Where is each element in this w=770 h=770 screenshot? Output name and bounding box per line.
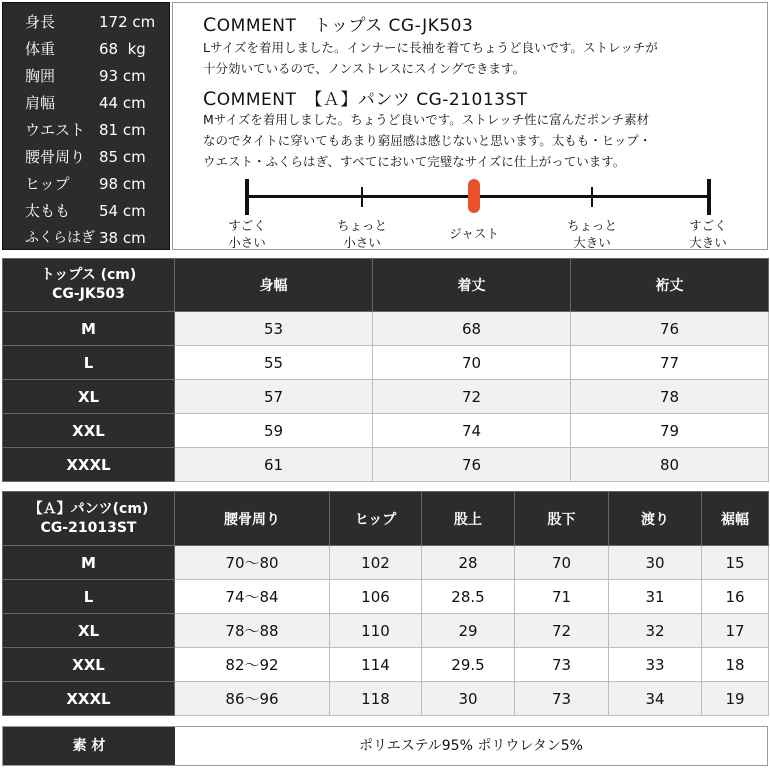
table-cell: 32 [609,614,702,648]
size-label: M [3,546,175,580]
tops-comment-title [203,11,473,36]
table-cell: 70 [515,546,609,580]
column-header: 股下 [515,492,609,546]
size-label: XXL [3,648,175,682]
model-measurements [2,2,170,250]
table-cell: 72 [373,380,571,414]
table-cell: 57 [175,380,373,414]
column-header: ヒップ [330,492,422,546]
table-cell: 28 [422,546,515,580]
table-row [3,380,769,414]
model-label: ヒップ [25,175,70,193]
column-header: 渡り [609,492,702,546]
material-value: ポリエステル95% ポリウレタン5% [175,727,767,765]
table-row [3,682,769,716]
size-label: L [3,346,175,380]
size-label: XL [3,380,175,414]
fit-scale-tick [361,187,363,207]
model-value: 54 cm [99,202,146,220]
table-cell: 114 [330,648,422,682]
column-header: 裾幅 [702,492,769,546]
table-cell: 77 [571,346,769,380]
model-row-chest [3,63,171,89]
header-line: CG-21013ST [40,519,137,536]
table-cell: 74～84 [175,580,330,614]
model-label: 腰骨周り [25,148,86,166]
size-label: XL [3,614,175,648]
table-cell: 110 [330,614,422,648]
table-cell: 16 [702,580,769,614]
table-cell: 30 [422,682,515,716]
table-cell: 80 [571,448,769,482]
table-row [3,580,769,614]
table-cell: 76 [571,312,769,346]
table-cell: 29.5 [422,648,515,682]
size-label: XXXL [3,682,175,716]
table-cell: 73 [515,648,609,682]
model-value: 38 cm [99,229,146,247]
title-rest: OMMENT トップス CG-JK503 [216,16,474,36]
table-cell: 102 [330,546,422,580]
size-label: L [3,580,175,614]
fit-scale-end-tick [245,179,249,215]
table-header-row [3,492,769,546]
table-cell: 19 [702,682,769,716]
column-header: 着丈 [373,259,571,312]
table-cell: 59 [175,414,373,448]
header-line: トップス (cm) [40,267,137,283]
model-value: 93 cm [99,67,146,85]
pants-comment-text [203,109,763,172]
table-cell: 28.5 [422,580,515,614]
table-cell: 34 [609,682,702,716]
fit-label-slightly-large: ちょっと 大きい [566,218,617,250]
model-value: 68 kg [99,40,146,58]
model-row-hip [3,171,171,197]
fit-label-very-small: すごく 小さい [228,218,266,250]
fit-scale-tick [591,187,593,207]
column-header: 腰骨周り [175,492,330,546]
model-label: 肩幅 [25,94,56,112]
table-cell: 53 [175,312,373,346]
table-cell: 68 [373,312,571,346]
model-row-calf [3,225,171,251]
fit-label-very-large: すごく 大きい [689,218,727,250]
size-label: XXL [3,414,175,448]
pants-comment-title [203,85,528,110]
table-cell: 86～96 [175,682,330,716]
model-row-hipbone [3,144,171,170]
table-row [3,546,769,580]
table-cell: 70～80 [175,546,330,580]
table-row [3,414,769,448]
model-row-thigh [3,198,171,224]
table-header-row [3,259,769,312]
table-cell: 73 [515,682,609,716]
comment-line: ウエスト・ふくらはぎ、すべてにおいて完璧なサイズに仕上がっています。 [203,154,626,169]
tops-comment-text [203,37,763,79]
title-cap: C [203,88,217,110]
table-cell: 72 [515,614,609,648]
model-label: 太もも [25,202,71,220]
table-row [3,648,769,682]
comment-panel [172,2,768,250]
table-cell: 15 [702,546,769,580]
model-row-weight [3,36,171,62]
table-cell: 79 [571,414,769,448]
model-row-height [3,9,171,35]
material-row [2,726,768,766]
fit-label-just: ジャスト [449,226,499,241]
model-label: 胸囲 [25,67,56,85]
table-cell: 30 [609,546,702,580]
model-value: 81 cm [99,121,146,139]
tops-size-table [2,258,769,482]
model-label: 体重 [25,40,56,58]
model-label: ウエスト [25,121,86,139]
model-row-shoulder [3,90,171,116]
size-label: XXXL [3,448,175,482]
table-row [3,614,769,648]
table-row [3,312,769,346]
model-value: 172 cm [99,13,156,31]
fit-label-slightly-small: ちょっと 小さい [336,218,387,250]
table-cell: 71 [515,580,609,614]
comment-line: なのでタイトに穿いてもあまり窮屈感は感じないと思います。太もも・ヒップ・ [203,133,652,148]
pants-table-title [3,492,175,546]
title-rest: OMMENT 【Ａ】パンツ CG-21013ST [216,90,528,110]
table-cell: 74 [373,414,571,448]
model-value: 98 cm [99,175,146,193]
comment-line: Lサイズを着用しました。インナーに長袖を着てちょうど良いです。ストレッチが [203,40,658,55]
header-line: CG-JK503 [52,286,125,302]
model-row-waist [3,117,171,143]
table-cell: 61 [175,448,373,482]
table-cell: 17 [702,614,769,648]
table-cell: 82～92 [175,648,330,682]
table-cell: 31 [609,580,702,614]
size-label: M [3,312,175,346]
tops-table-title [3,259,175,312]
fit-scale [203,175,763,251]
table-cell: 78～88 [175,614,330,648]
column-header: 身幅 [175,259,373,312]
table-cell: 55 [175,346,373,380]
table-row [3,448,769,482]
fit-scale-end-tick [707,179,711,215]
model-value: 85 cm [99,148,146,166]
column-header: 裄丈 [571,259,769,312]
table-cell: 29 [422,614,515,648]
table-cell: 70 [373,346,571,380]
table-row [3,346,769,380]
fit-marker [468,179,480,213]
table-cell: 118 [330,682,422,716]
title-cap: C [203,14,217,36]
model-value: 44 cm [99,94,146,112]
model-label: ふくらはぎ [25,230,95,246]
model-label: 身長 [25,13,56,31]
table-cell: 33 [609,648,702,682]
table-cell: 106 [330,580,422,614]
comment-line: 十分効いているので、ノンストレスにスイングできます。 [203,61,526,76]
table-cell: 76 [373,448,571,482]
material-label: 素 材 [3,727,175,765]
table-cell: 18 [702,648,769,682]
column-header: 股上 [422,492,515,546]
table-cell: 78 [571,380,769,414]
pants-size-table [2,491,769,716]
header-line: 【Ａ】パンツ(cm) [28,500,149,517]
comment-line: Mサイズを着用しました。ちょうど良いです。ストレッチ性に富んだポンチ素材 [203,112,650,127]
